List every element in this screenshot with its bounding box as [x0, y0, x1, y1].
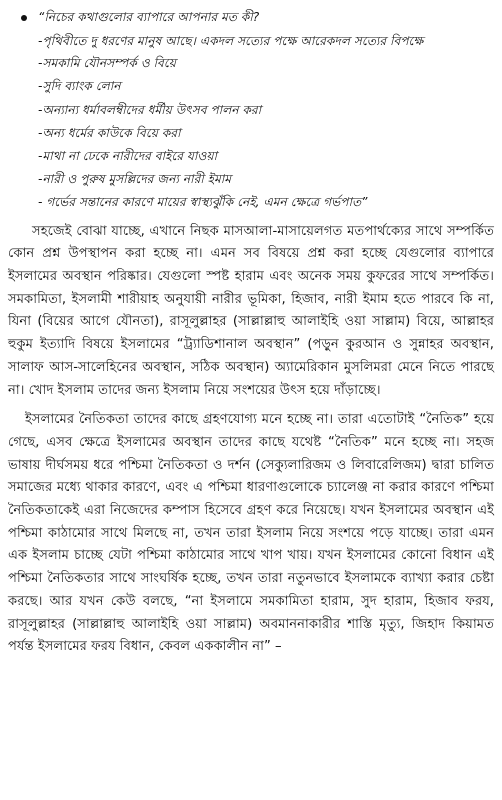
list-item: -পৃথিবীতে দু ধরণের মানুষ আছে। একদল সত্যের পক্ষে আরেকদল সত্যের বিপক্ষে	[38, 34, 424, 49]
list-item: -সমকামি যৌনসম্পর্ক ও বিয়ে	[38, 56, 176, 71]
list-item: -অন্যান্য ধর্মাবলম্বীদের ধর্মীয় উৎসব পালন করা	[38, 102, 262, 117]
body-paragraph: সহজেই বোঝা যাচ্ছে, এখানে নিছক মাসআলা-মাসায়েলগত মতপার্থক্যের সাথে সম্পর্কিত কোন প্রশ্ন উপস্থাপন করা হচ্ছে না। এমন সব বিষয়ে প্রশ্ন করা হচ্ছে যেগুলোর ব্যাপারে ইসলামের অবস্থান পরিষ্কার। যেগুলো স্পষ্ট হারাম এবং অনেক সময় কুফরের সাথে সম্পর্কিত। সমকামিতা, ইসলামী শারীয়াহ অনুযায়ী নারীর ভূমিকা, হিজাব, নারী ইমাম হতে পারবে কি না, যিনা (বিয়ের আগে যৌনতা), রাসূলুল্লাহর (সাল্লাল্লাহু আলাইহি ওয়া সাল্লাম) বিয়ে, আল্লাহর হুকুম ইত্যাদি বিষয়ে ইসলামের “ট্র্যাডিশানাল অবস্থান” (পড়ুন কুরআন ও সুন্নাহর অবস্থান, সালাফ আস-সালেহিনের অবস্থান, সঠিক অবস্থান) অ্যামেরিকান মুসলিমরা মেনে নিতে পারছে না। খোদ ইসলাম তাদের জন্য ইসলাম নিয়ে সংশয়ের উৎস হয়ে দাঁড়াচ্ছে।	[8, 223, 494, 398]
bullet-point-icon	[21, 15, 27, 21]
list-item: -নারী ও পুরুষ মুসল্লিদের জন্য নারী ইমাম	[38, 172, 232, 187]
list-item: -অন্য ধর্মের কাউকে বিয়ে করা	[38, 125, 181, 140]
quoted-question-list	[8, 6, 494, 215]
list-item: -মাথা না ঢেকে নারীদের বাইরে যাওয়া	[38, 149, 218, 164]
list-heading: “নিচের কথাগুলোর ব্যাপারে আপনার মত কী?	[38, 10, 260, 24]
list-item: - গর্ভের সন্তানের কারণে মায়ের স্বাস্থ্যঝুঁকি নেই, এমন ক্ষেত্রে গর্ভপাত”	[38, 195, 368, 210]
body-paragraph: ইসলামের নৈতিকতা তাদের কাছে গ্রহণযোগ্য মনে হচ্ছে না। তারা এতোটাই “নৈতিক” হয়ে গেছে, এসব ক্ষেত্রে ইসলামের অবস্থান তাদের কাছে যথেষ্ট “নৈতিক” মনে হচ্ছে না। সহজ ভাষায় দীর্ঘসময় ধরে পশ্চিমা নৈতিকতা ও দর্শন (সেক্যুলারিজম ও লিবারেলিজম) দ্বারা চালিত সমাজের মধ্যে থাকার কারণে, এবং এ পশ্চিমা ধারণাগুলোকে চ্যালেঞ্জ না করার কারণে পশ্চিমা নৈতিকতাকেই এরা নিজেদের কম্পাস হিসেবে গ্রহণ করে নিয়েছে। যখন ইসলামের অবস্থান এই পশ্চিমা কাঠামোর সাথে মিলছে না, তখন তারা ইসলাম নিয়ে সংশয়ে পড়ে যাচ্ছে। তারা এমন এক ইসলাম চাচ্ছে যেটা পশ্চিমা কাঠামোর সাথে খাপ খায়। যখন ইসলামের কোনো বিধান এই পশ্চিমা নৈতিকতার সাথে সাংঘর্ষিক হচ্ছে, তখন তারা নতুনভাবে ইসলামকে ব্যাখ্যা করার চেষ্টা করছে। আর যখন কেউ বলছে, “না ইসলামে সমকামিতা হারাম, সুদ হারাম, হিজাব ফরয, রাসূলুল্লাহর (সাল্লাল্লাহু আলাইহি ওয়া সাল্লাম) অবমাননাকারীর শাস্তি মৃত্যু, জিহাদ কিয়ামত পর্যন্ত ইসলামের ফরয বিধান, কেবল এককালীন না” –	[8, 412, 494, 655]
list-item: -সুদি ব্যাংক লোন	[38, 79, 121, 94]
